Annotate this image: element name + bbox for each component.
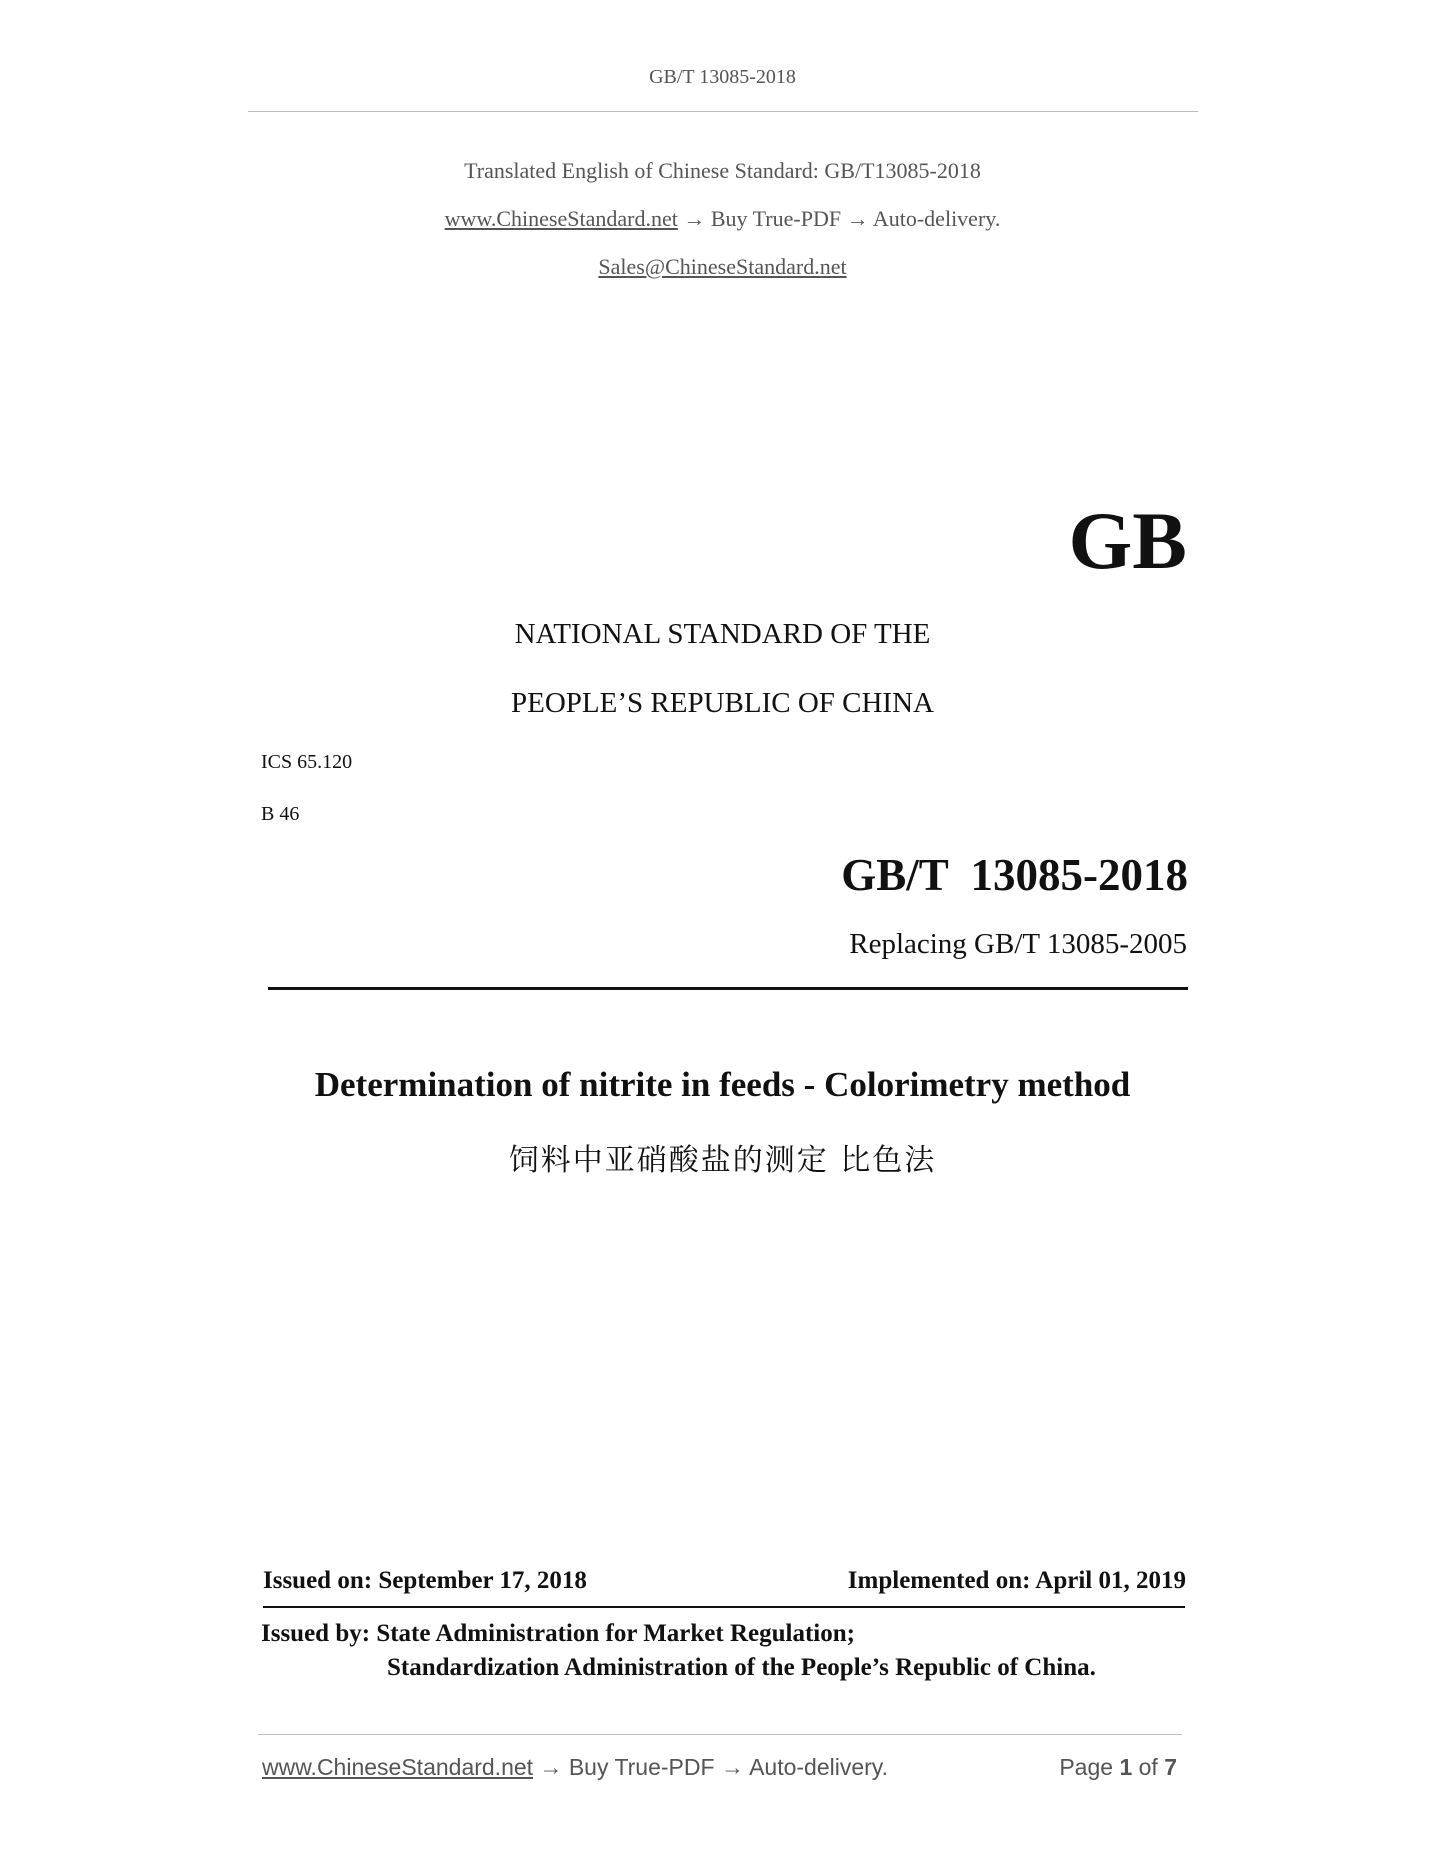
arrow-right-icon: →	[683, 206, 706, 231]
issued-by-line2: Standardization Administration of the People’s Republic of China.	[387, 1654, 1096, 1681]
standard-number: GB/T 13085-2018	[841, 850, 1188, 900]
arrow-right-icon: →	[539, 1754, 563, 1780]
website-link[interactable]: www.ChineseStandard.net	[444, 206, 678, 231]
footer-delivery-text: Auto-delivery.	[749, 1754, 888, 1780]
promo-line	[0, 206, 1445, 232]
sales-line	[0, 254, 1445, 280]
title-divider	[268, 987, 1188, 990]
page-current: 1	[1119, 1754, 1133, 1780]
footer-buy-text: Buy True-PDF	[568, 1754, 715, 1780]
arrow-right-icon: →	[846, 206, 869, 231]
replacing-standard: Replacing GB/T 13085-2005	[849, 928, 1187, 960]
implemented-on-date: Implemented on: April 01, 2019	[847, 1567, 1186, 1594]
ics-code: ICS 65.120	[261, 751, 353, 773]
footer-divider	[258, 1734, 1182, 1735]
buy-text: Buy True-PDF	[710, 206, 842, 231]
page-of: of	[1138, 1754, 1158, 1780]
title-chinese: 饲料中亚硝酸盐的测定 比色法	[508, 1143, 937, 1178]
delivery-text: Auto-delivery.	[872, 206, 1001, 231]
dates-divider	[263, 1606, 1185, 1608]
page-label: Page	[1059, 1754, 1114, 1780]
running-header: GB/T 13085-2018	[649, 66, 796, 88]
issued-by-line1: Issued by: State Administration for Market Regulation;	[261, 1620, 855, 1647]
footer-website-link[interactable]: www.ChineseStandard.net	[262, 1754, 534, 1780]
gb-logo: GB	[1068, 495, 1187, 586]
sales-email-link[interactable]: Sales@ChineseStandard.net	[598, 254, 847, 279]
national-standard-line2: PEOPLE’S REPUBLIC OF CHINA	[511, 687, 934, 719]
page-total: 7	[1164, 1754, 1177, 1780]
page-indicator	[1059, 1754, 1177, 1781]
footer-promo	[262, 1754, 888, 1781]
national-standard-line1: NATIONAL STANDARD OF THE	[514, 618, 931, 650]
title-english: Determination of nitrite in feeds - Colorimetry method	[314, 1065, 1131, 1104]
header-divider	[248, 111, 1198, 112]
translated-notice: Translated English of Chinese Standard: GB/T13085-2018	[464, 158, 981, 183]
ccs-code: B 46	[261, 803, 300, 825]
issued-on-date: Issued on: September 17, 2018	[263, 1567, 587, 1594]
arrow-right-icon: →	[720, 1754, 744, 1780]
